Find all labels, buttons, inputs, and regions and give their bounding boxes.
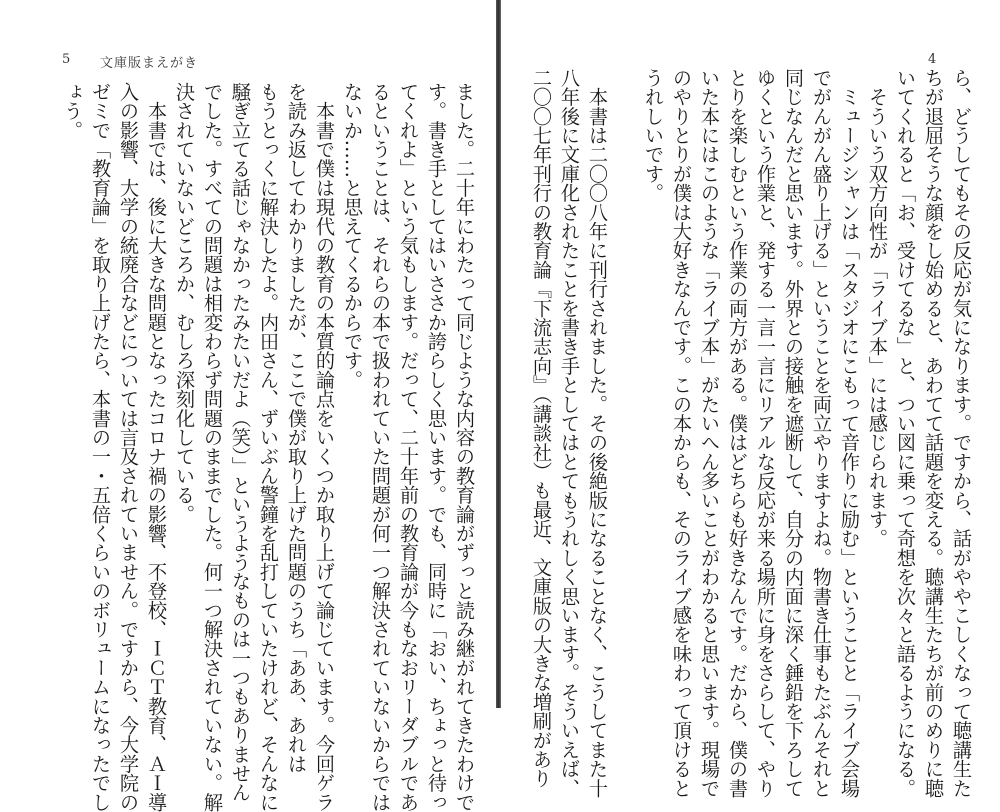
page-number: 5 [62, 52, 71, 67]
left-page [0, 0, 496, 812]
running-head: 文庫版まえがき [100, 56, 199, 71]
right-page-body-text: ら、どうしてもその反応が気になります。ですから、話がややこしくなって聴講生た ちが退屈そうな顔をし始めると、あわてて話題を変える。聴講生たちが前のめりに聴 いてくれると「お、受けてるな」と、つい図に乗って奇想を次々と語るようになる。 そういう双方向性が「ライブ本」には感じられます。 ミュージシャンは「スタジオにこもって音作りに励む」ということと「ライブ会場 でがんがん盛り上げる」ということを両立やりますよね。物書き仕事もたぶんそれと 同じなんだと思います。外界との接触を遮断して、自分の内面に深く錘鉛を下ろして ゆくという作業と、発する一言一言にリアルな反応が来る場所に身をさらして、やり とりを楽しむという作業の両方がある。僕はどちらも好きなんです。だから、僕の書 いた本にはこのような「ライブ本」がたいへん多いことがわかると思います。現場で のやりとりが僕は大好きなんです。この本からも、そのライブ感を味わって頂けると うれしいです。 本書は二〇〇八年に刊行されました。その後絶版になることなく、こうしてまた十 八年後に文庫化されたことを書き手としてはとてもうれしく思います。そういえば、 二〇〇七年刊行の教育論『下流志向』（講談社）も最近、文庫版の大きな増刷があり [530, 68, 973, 798]
page-number: 4 [928, 52, 937, 67]
left-page-body-text: ました。二十年にわたって同じような内容の教育論がずっと読み継がれてきたわけで す。書き手としてはいささか誇らしく思います。でも、同時に「おい、ちょっと待っ てくれよ」という気もします。だって、二十年前の教育論が今もなおリーダブルであ るということは、それらの本で扱われていた問題が何一つ解決されていないからでは ないか……と思えてくるからです。 本書で僕は現代の教育の本質的論点をいくつか取り上げて論じています。今回ゲラ を読み返してわかりましたが、ここで僕が取り上げた問題のうち「ああ、あれは もうとっくに解決したよ。内田さん、ずいぶん警鐘を乱打していたけれど、そんなに 騒ぎ立てる話じゃなかったみたいだよ（笑）」というようなものは一つもありません でした。すべての問題は相変わらず問題のままでした。何一つ解決されていない。解 決されていないどころか、むしろ深刻化している。 本書では、後に大きな問題となったコロナ禍の影響、不登校、ＩＣＴ教育、ＡＩ導 入の影響、大学の統廃合などについては言及されていません。ですから、今大学院の ゼミで「教育論」を取り上げたら、本書の一・五倍くらいのボリュームになったでし ょう。 [61, 82, 476, 812]
right-page [501, 0, 1000, 798]
